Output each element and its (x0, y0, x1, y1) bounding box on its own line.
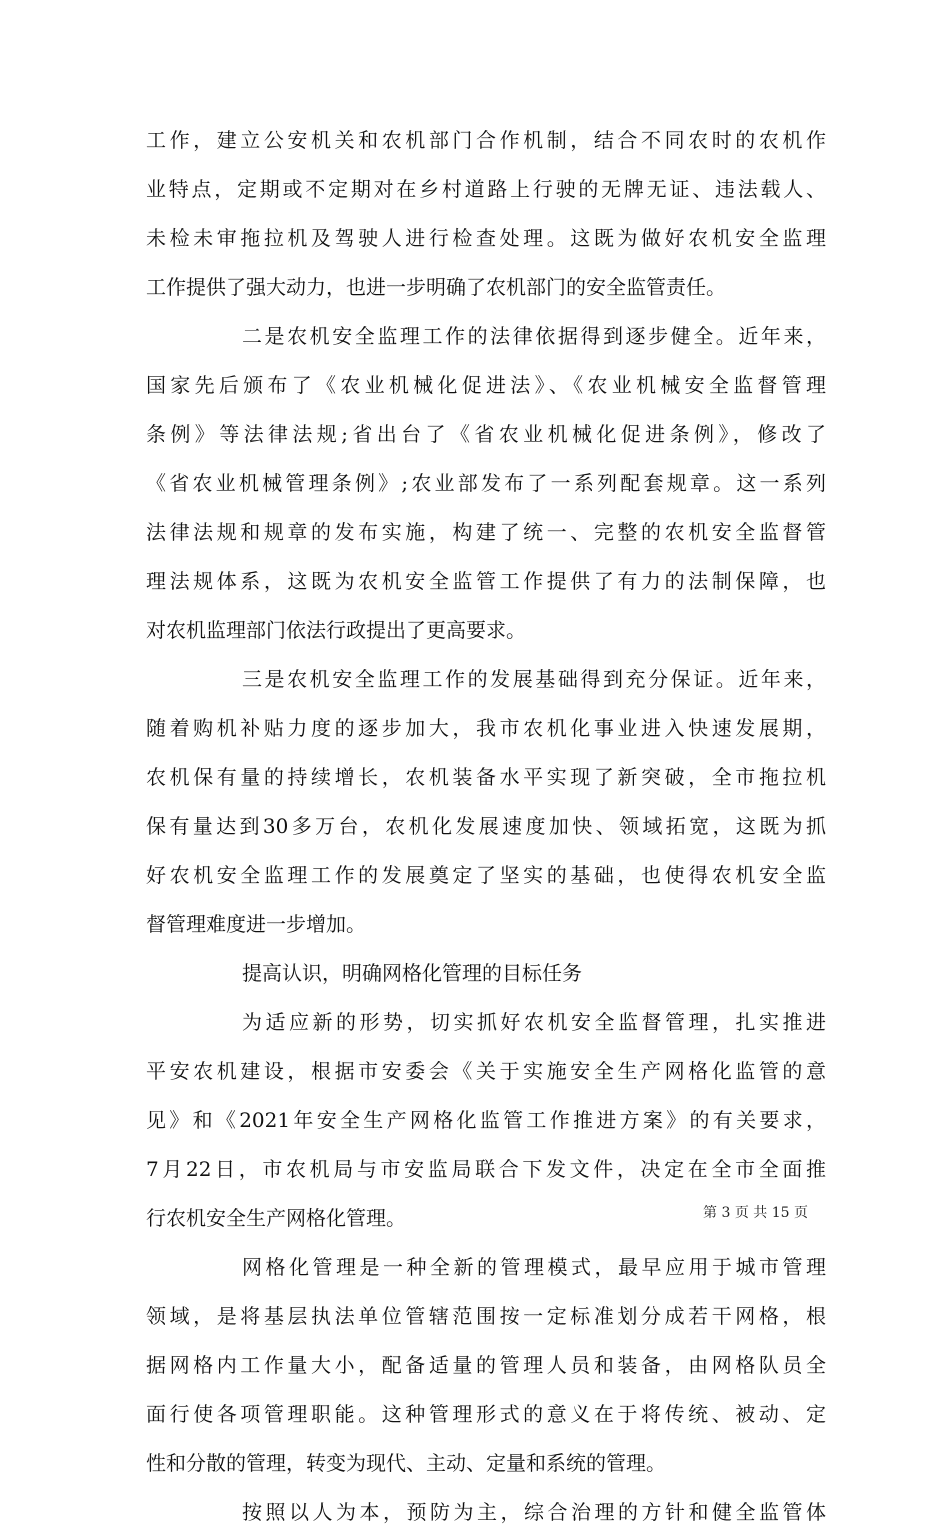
text-line: 平安农机建设，根据市安委会《关于实施安全生产网格化监管的意 (146, 1059, 826, 1083)
paragraph-start-line: 二是农机安全监理工作的法律依据得到逐步健全。近年来， (242, 324, 826, 348)
text-line: 随着购机补贴力度的逐步加大，我市农机化事业进入快速发展期， (146, 716, 826, 740)
text-line: 7月22日，市农机局与市安监局联合下发文件，决定在全市全面推 (146, 1157, 826, 1181)
body-text (146, 116, 826, 1537)
text-line: 督管理难度进一步增加。 (146, 912, 366, 936)
text-line: 性和分散的管理，转变为现代、主动、定量和系统的管理。 (146, 1451, 666, 1475)
text-line: 农机保有量的持续增长，农机装备水平实现了新突破，全市拖拉机 (146, 765, 826, 789)
text-line: 理法规体系，这既为农机安全监管工作提供了有力的法制保障，也 (146, 569, 826, 593)
text-line: 对农机监理部门依法行政提出了更高要求。 (146, 618, 526, 642)
text-line: 工作提供了强大动力，也进一步明确了农机部门的安全监管责任。 (146, 275, 726, 299)
paragraph-start-line: 三是农机安全监理工作的发展基础得到充分保证。近年来， (242, 667, 826, 691)
section-heading: 提高认识，明确网格化管理的目标任务 (242, 961, 582, 985)
text-line: 法律法规和规章的发布实施，构建了统一、完整的农机安全监督管 (146, 520, 826, 544)
text-line: 好农机安全监理工作的发展奠定了坚实的基础，也使得农机安全监 (146, 863, 826, 887)
text-line: 条例》等法律法规;省出台了《省农业机械化促进条例》，修改了 (146, 422, 826, 446)
text-line: 工作，建立公安机关和农机部门合作机制，结合不同农时的农机作 (146, 128, 826, 152)
paragraph-start-line: 网格化管理是一种全新的管理模式，最早应用于城市管理 (242, 1255, 826, 1279)
page-number: 第 3 页 共 15 页 (703, 1205, 808, 1221)
text-line: 《省农业机械管理条例》;农业部发布了一系列配套规章。这一系列 (146, 471, 826, 495)
paragraph-start-line: 按照以人为本，预防为主，综合治理的方针和健全监管体 (242, 1500, 826, 1524)
text-line: 领域，是将基层执法单位管辖范围按一定标准划分成若干网格，根 (146, 1304, 826, 1328)
text-line: 业特点，定期或不定期对在乡村道路上行驶的无牌无证、违法载人、 (146, 177, 826, 201)
paragraph-start-line: 为适应新的形势，切实抓好农机安全监督管理，扎实推进 (242, 1010, 826, 1034)
text-line: 面行使各项管理职能。这种管理形式的意义在于将传统、被动、定 (146, 1402, 826, 1426)
text-line: 国家先后颁布了《农业机械化促进法》、《农业机械安全监督管理 (146, 373, 826, 397)
text-line: 保有量达到30多万台，农机化发展速度加快、领域拓宽，这既为抓 (146, 814, 826, 838)
text-line: 行农机安全生产网格化管理。 (146, 1206, 406, 1230)
text-line: 未检未审拖拉机及驾驶人进行检查处理。这既为做好农机安全监理 (146, 226, 826, 250)
text-line: 见》和《2021年安全生产网格化监管工作推进方案》的有关要求， (146, 1108, 826, 1132)
text-line: 据网格内工作量大小，配备适量的管理人员和装备，由网格队员全 (146, 1353, 826, 1377)
